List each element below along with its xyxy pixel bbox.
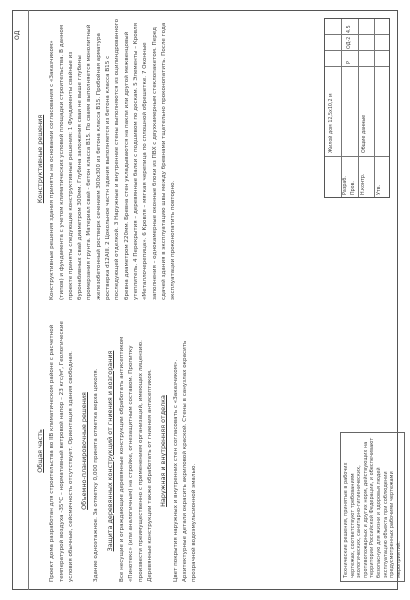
right-column bbox=[32, 18, 179, 300]
stamp-stage: Р bbox=[347, 61, 352, 64]
stamp-role-4: Утв. bbox=[377, 184, 382, 195]
general-title: Общая часть bbox=[36, 429, 44, 473]
compliance-note: Технические решения, принятые в рабочих чертежах, соответствуют требованиям экологических, санитарно-гигиенических, противопожарных и других норм, действующих на территории Российской Федерации, и обеспечивают безопасную для жизни и здоровья людей эксплуатацию объекта при соблюдении предусмотренных рабочими чертежами мероприятий. bbox=[340, 432, 405, 582]
frame-top-line bbox=[28, 10, 29, 590]
stamp-role-3: Н.контр. bbox=[361, 173, 366, 195]
stamp-object: Жилой дом 12,5х10,2 м bbox=[329, 93, 334, 153]
left-column bbox=[32, 320, 200, 582]
wood-title: Защита деревянных конструкций от гниения и возгорания bbox=[105, 350, 114, 552]
wood-text: Все несущие и ограждающие деревянные конструкции обработать антисептиком «Пинотекс» (или аналогичным) на стройке, огнезащитным составом. Пропитку произвести преимущественно с применением организаций, имеющих лицензию. Деревянные конструкции также обработать от гниения антисептиком. bbox=[119, 336, 153, 582]
space-title: Объемно-планировочные решения bbox=[80, 392, 89, 510]
stamp-role-2: Пров. bbox=[351, 181, 356, 195]
stamp-sheet: ОД-2 bbox=[347, 36, 352, 49]
stamp-title: Общие данные bbox=[362, 114, 367, 153]
stamp-role-1: Разраб. bbox=[343, 176, 348, 195]
finish-text: Цвет покрытия наружных и внутренних стен согласовать с «Заказчиком». Архитектурные детали окрасить акриловой краской. Стены в санузлах окрасить прозрачной водоэмульсионной эмалью. bbox=[172, 340, 198, 582]
title-block bbox=[324, 18, 390, 198]
finish-title: Наружная и внутренняя отделка bbox=[159, 395, 168, 507]
stamp-sheets: 4.5 bbox=[347, 25, 352, 33]
construct-text: Конструктивные решения здания приняты на основании согласования с «Заказчиком» (типов) и фундамента с учетом климатических условий площадки строительства. В данном проекте приняты следующие конструктивные решения: 1 Фундаменты свайные из буронабивных свай диаметром 300мм. Глубина заложения сваи не выше глубины промерзания грунта. Материал свай - бетон класса В15. По сваям выполняется монолитный железобетонный ростверк сечением 300х300 из бетона класса В15. Пробойная арматура ростверка d12АIII. 2 Цокольное частн здания выполняется из бетона класса В15 с последующей отделкой. 3 Наружные и внутренние стены выполняются из оцилиндрованного бревна диаметром 220мм. Бревна стен укладываются на пакли или другой межвенцовый утеплитель. 4 Перекрытия – деревянные балки с подшивом по доскам. 5 Элементы – Кровля «Металлочерепица». 6 Кровля – мягкая черепица по сплошной обрешетке. 7 Оконные заполнения – однокамерные оконные блоки из ПВХ с двухкамерным стеклопакетом. Перед сдачей здания в эксплуатацию швы между бревнами тщательно проконопатить. После года эксплуатации проконопатить повторно. bbox=[49, 19, 177, 300]
sheet-number: ОД bbox=[14, 30, 21, 40]
construct-title: Конструктивные решения bbox=[36, 114, 44, 204]
space-text: Здание одноэтажное. За отметку 0,000 принята отметка верха цоколя. bbox=[93, 368, 100, 582]
general-text: Проект дома разработан для строительства во IIВ климатическом районе с расчетной температурой воздуха -35°С – нормативный ветровой напор – 23 кгс/м², Геологические условия обычные, сейсмичность отсутствует. Ориентация здания свободная. bbox=[49, 321, 74, 582]
